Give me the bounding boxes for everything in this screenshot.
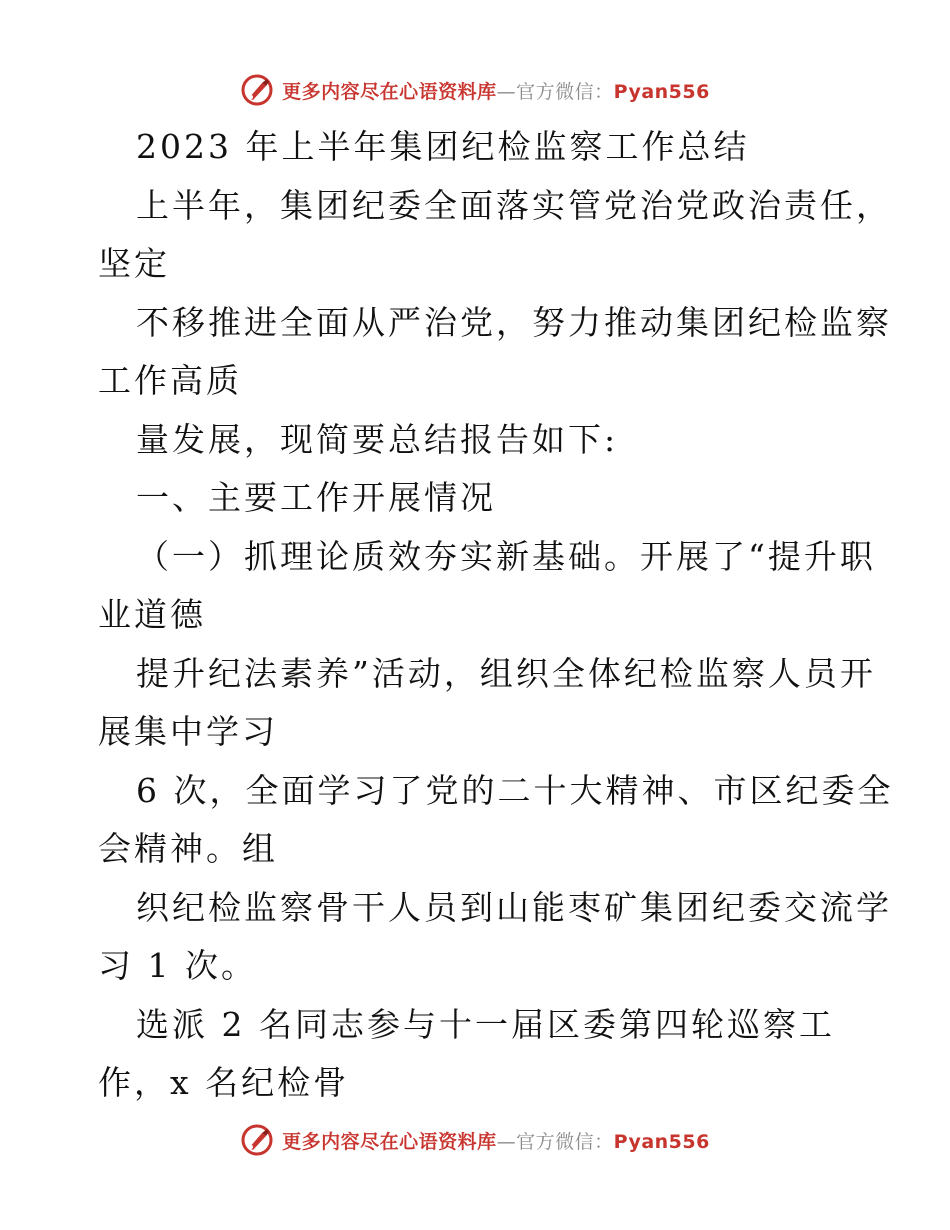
paragraph-line: 不移推进全面从严治党，努力推动集团纪检监察 — [136, 302, 892, 342]
paragraph-line: 提升纪法素养”活动，组织全体纪检监察人员开 — [136, 653, 876, 693]
paragraph-line: 上半年，集团纪委全面落实管党治党政治责任， — [136, 185, 892, 225]
watermark-dash: — — [496, 1130, 517, 1153]
watermark-site-text: 更多内容尽在心语资料库 — [282, 80, 497, 103]
footer-watermark — [0, 1120, 950, 1160]
watermark-wechat-id: Pyan556 — [613, 80, 710, 103]
paragraph-line: 量发展，现简要总结报告如下: — [136, 419, 619, 459]
paragraph-line: 工作高质 — [98, 361, 242, 400]
paragraph-line: 业道德 — [98, 595, 206, 634]
paragraph-line: 坚定 — [98, 244, 170, 283]
watermark-wechat-id: Pyan556 — [613, 1130, 710, 1153]
watermark-dash: — — [496, 80, 517, 103]
paragraph-line: 作，x 名纪检骨 — [98, 1063, 350, 1102]
watermark-wechat-label: 官方微信： — [516, 80, 614, 103]
watermark-text — [282, 1127, 710, 1154]
paragraph-line: 习 1 次。 — [98, 946, 257, 985]
watermark-wechat-label: 官方微信： — [516, 1130, 614, 1153]
paragraph-line: 织纪检监察骨干人员到山能枣矿集团纪委交流学 — [136, 887, 892, 927]
quill-pen-logo-icon — [240, 1123, 274, 1157]
watermark-text — [282, 77, 710, 104]
paragraph-line: （一）抓理论质效夯实新基础。开展了“提升职 — [136, 536, 876, 576]
paragraph-line: 选派 2 名同志参与十一届区委第四轮巡察工 — [136, 1004, 835, 1044]
watermark-site-text: 更多内容尽在心语资料库 — [282, 1130, 497, 1153]
paragraph-line: 展集中学习 — [98, 712, 278, 751]
header-watermark — [0, 70, 950, 110]
quill-pen-logo-icon — [240, 73, 274, 107]
paragraph-line: 会精神。组 — [98, 829, 278, 868]
section-heading: 一、主要工作开展情况 — [136, 478, 496, 517]
document-title: 2023 年上半年集团纪检监察工作总结 — [136, 127, 750, 166]
paragraph-line: 6 次，全面学习了党的二十大精神、市区纪委全 — [136, 770, 894, 810]
document-body — [98, 118, 894, 1113]
